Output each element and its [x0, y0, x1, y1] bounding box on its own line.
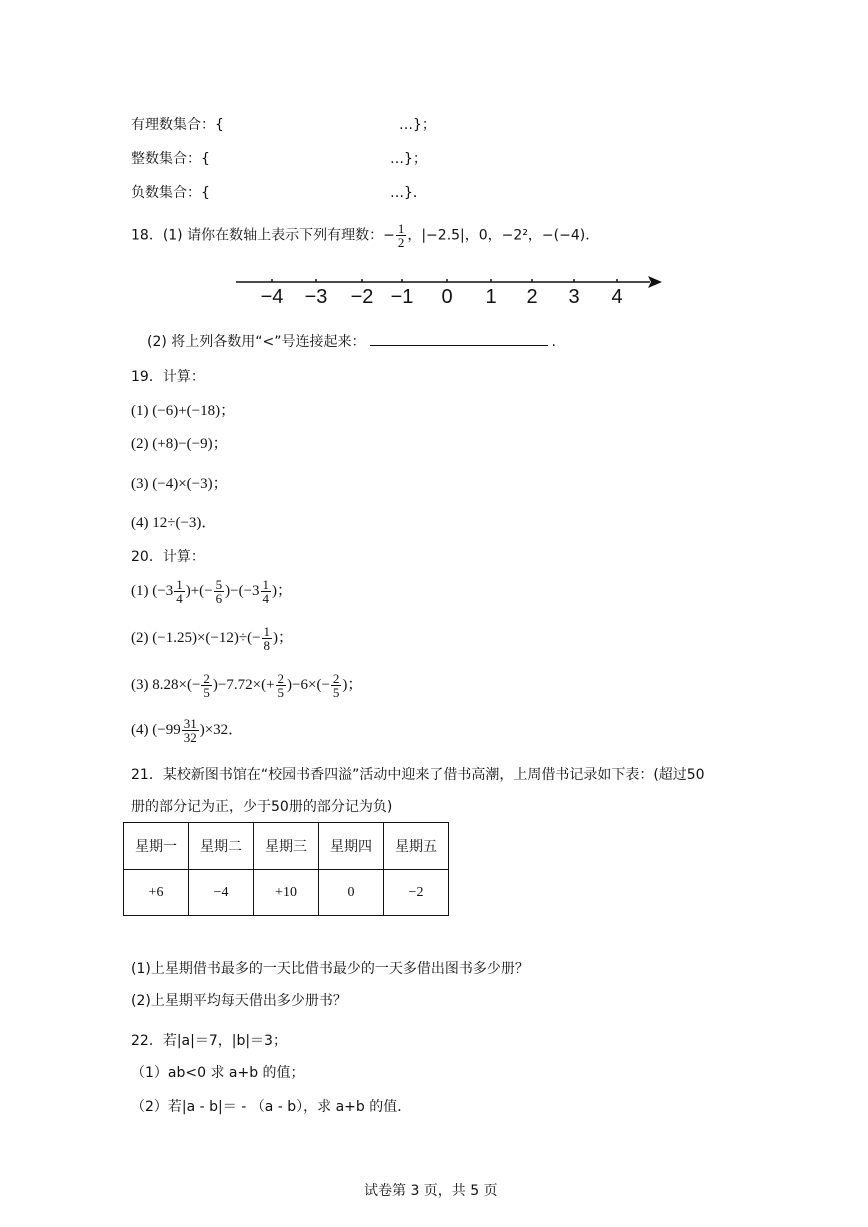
q20-1-f2d: 6	[215, 591, 223, 606]
table-header: 星期二	[189, 823, 254, 870]
q20-3-frac2	[276, 672, 287, 699]
q20-item-1	[131, 578, 292, 605]
q19-title: 19．计算：	[131, 369, 205, 385]
q18-frac-num: 1	[397, 221, 405, 236]
q20-4-fd: 32	[183, 730, 197, 745]
q20-4-e: )×32．	[199, 721, 244, 738]
axis-tick-label: −2	[350, 286, 374, 308]
q19-item-1: (1) (−6)+(−18)；	[131, 403, 236, 419]
q18-part2	[147, 331, 556, 351]
q20-1-frac3	[261, 578, 272, 605]
q20-1-f3d: 4	[262, 591, 270, 606]
q20-3-f1d: 5	[203, 685, 210, 700]
axis-tick-label: 2	[526, 286, 538, 308]
q18-fraction	[396, 222, 407, 249]
q20-3-f2d: 5	[277, 685, 285, 700]
q20-1-frac2	[214, 578, 225, 605]
q20-title: 20．计算：	[131, 549, 205, 565]
axis-tick-label: 1	[485, 286, 497, 308]
set-integer-tail: …}；	[390, 151, 427, 167]
table-header-row	[124, 823, 449, 870]
q20-1-e: )；	[272, 582, 293, 599]
q20-3-frac1	[201, 672, 212, 699]
table-cell: −4	[189, 870, 254, 916]
q18-part1	[131, 222, 599, 249]
axis-tick-label: 3	[568, 286, 580, 308]
q19-item-4: (4) 12÷(−3)．	[131, 515, 217, 531]
q20-3-a: (3) 8.28×(−	[131, 676, 201, 693]
q22-part1: （1）ab<0 求 a+b 的值；	[131, 1065, 305, 1081]
q20-3-f2n: 2	[277, 671, 285, 686]
q20-3-f1n: 2	[203, 671, 210, 686]
q20-3-b: )−7.72×(+	[212, 676, 275, 693]
set-rational-label: 有理数集合：{	[131, 117, 224, 133]
q20-1-f1n: 1	[176, 577, 183, 592]
q20-1-b: )+(−	[185, 582, 213, 599]
q20-3-c: )−6×(−	[287, 676, 330, 693]
set-rational	[131, 114, 436, 134]
answer-blank[interactable]	[370, 333, 548, 346]
q18-neg: −	[383, 227, 395, 244]
q21-part1: (1)上星期借书最多的一天比借书最少的一天多借出图书多少册？	[131, 961, 529, 977]
table-cell: +6	[124, 870, 189, 916]
q18-frac-den: 2	[397, 235, 405, 250]
q21-line2: 册的部分记为正，少于50册的部分记为负)	[131, 799, 393, 815]
table-header: 星期三	[254, 823, 319, 870]
q22-part2: （2）若|a - b|＝ - （a - b），求 a+b 的值．	[131, 1099, 412, 1115]
q20-4-a: (4) (−99	[131, 721, 181, 738]
q18-part2-end: .	[551, 334, 556, 350]
q22-line1: 22．若|a|＝7，|b|＝3；	[131, 1033, 287, 1049]
q18-prefix: 18．(1) 请你在数轴上表示下列有理数：	[131, 227, 384, 244]
set-negative-tail: …}．	[390, 185, 427, 201]
q20-1-f2n: 5	[215, 577, 223, 592]
q20-2-frac	[262, 625, 273, 652]
table-cell: −2	[384, 870, 449, 916]
axis-tick-label: −4	[260, 286, 284, 308]
q20-3-frac3	[331, 672, 342, 699]
table-header: 星期一	[124, 823, 189, 870]
set-integer-label: 整数集合：{	[131, 151, 210, 167]
q20-2-fd: 8	[263, 638, 271, 653]
set-negative-label: 负数集合：{	[131, 185, 210, 201]
axis-tick-label: 0	[441, 286, 453, 308]
q20-3-f3d: 5	[332, 685, 340, 700]
q20-4-frac	[182, 717, 199, 744]
table-cell: 0	[319, 870, 384, 916]
table-cell: +10	[254, 870, 319, 916]
set-negative	[131, 182, 427, 202]
table-header: 星期五	[384, 823, 449, 870]
axis-tick-label: −1	[390, 286, 414, 308]
table-header: 星期四	[319, 823, 384, 870]
set-rational-tail: …}；	[399, 117, 436, 133]
q20-1-c: )−(−3	[225, 582, 260, 599]
q20-3-e: )；	[342, 676, 363, 693]
q20-1-frac1	[174, 578, 185, 605]
q20-2-e: )；	[273, 629, 294, 646]
q18-part2-prefix: (2) 将上列各数用“<”号连接起来：	[147, 334, 366, 350]
q20-2-fn: 1	[263, 624, 271, 639]
q21-line1: 21．某校新图书馆在“校园书香四溢”活动中迎来了借书高潮，上周借书记录如下表：(超过50	[131, 767, 705, 783]
axis-tick-label: −3	[304, 286, 328, 308]
axis-tick-label: 4	[611, 286, 623, 308]
q20-1-a: (1) (−3	[131, 582, 174, 599]
page-footer: 试卷第 3 页，共 5 页	[364, 1183, 498, 1199]
q20-item-2	[131, 625, 293, 652]
q20-1-f1d: 4	[176, 591, 183, 606]
table-row	[124, 870, 449, 916]
q19-item-3: (3) (−4)×(−3)；	[131, 476, 228, 492]
number-line-arrow	[648, 276, 662, 288]
borrow-record-table	[123, 822, 449, 916]
q18-rest: ，|−2.5|，0，−2²，−(−4)．	[407, 227, 600, 244]
q20-2-a: (2) (−1.25)×(−12)÷(−	[131, 629, 261, 646]
q20-1-f3n: 1	[262, 577, 270, 592]
q19-item-2: (2) (+8)−(−9)；	[131, 436, 228, 452]
q21-part2: (2)上星期平均每天借出多少册书？	[131, 993, 347, 1009]
q20-4-fn: 31	[183, 716, 197, 731]
set-integer	[131, 148, 427, 168]
q20-item-3	[131, 672, 362, 699]
q20-3-f3n: 2	[332, 671, 340, 686]
q20-item-4	[131, 717, 243, 744]
